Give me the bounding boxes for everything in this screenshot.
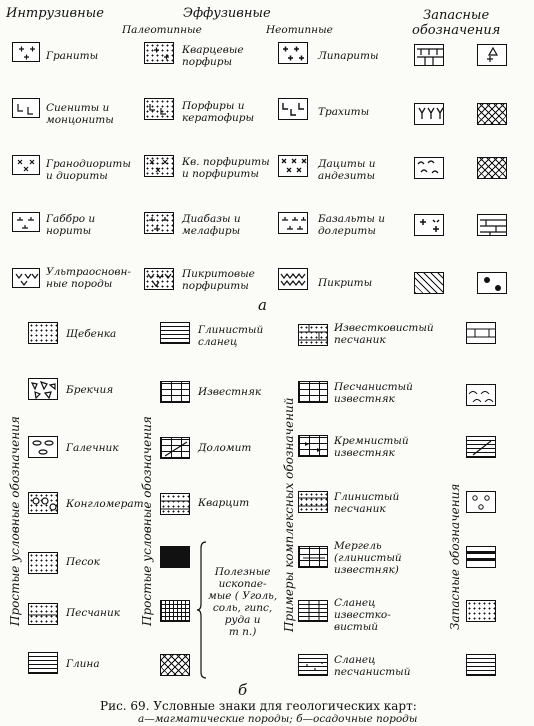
rubble-symbol	[28, 322, 58, 344]
reserve-symbol	[414, 157, 444, 179]
minerals-label: Полезные ископае- мые ( Уголь, соль, гипс, руда и т п.)	[208, 566, 278, 638]
complex-label-2: Песчанистый известняк	[334, 381, 413, 405]
reserve-b-symbol	[466, 654, 496, 676]
header-reserve: Запасные обозначения	[412, 8, 501, 38]
vertical-title-simple-2: Простые условные обозначения	[140, 416, 154, 626]
simple1-label-4: Конгломерат	[66, 498, 144, 510]
reserve-b-symbol	[466, 491, 496, 513]
basalt-symbol	[278, 212, 308, 234]
ore-symbol	[160, 654, 190, 676]
siliceous-limestone-symbol	[298, 435, 328, 457]
marl-symbol	[298, 546, 328, 568]
header-effusive: Эффузивные	[183, 6, 271, 21]
clayey-sandstone-symbol	[298, 491, 328, 513]
simple1-label-6: Песчаник	[66, 607, 120, 619]
figure-caption-legend: а—магматические породы; б—осадочные породы	[138, 713, 418, 725]
section-letter-b: б	[238, 681, 248, 699]
simple2-label-3: Доломит	[198, 442, 252, 454]
paleotype-label-3: Кв. порфириты и порфириты	[182, 156, 270, 180]
reserve-symbol	[477, 157, 507, 179]
complex-label-7: Сланец песчанистый	[334, 654, 411, 678]
paleotype-label-2: Порфиры и кератофиры	[182, 100, 254, 124]
intrusive-label-2: Сиениты и монцониты	[46, 102, 114, 126]
simple1-label-2: Брекчия	[66, 384, 114, 396]
neotype-label-1: Липариты	[318, 50, 379, 62]
reserve-b-symbol	[466, 546, 496, 568]
quartzite-symbol	[160, 493, 190, 515]
clay-shale-symbol	[160, 322, 190, 344]
header-neotype: Неотипные	[266, 24, 333, 36]
complex-label-5: Мергель (глинистый известняк)	[334, 540, 402, 576]
reserve-symbol	[477, 44, 507, 66]
limy-sandstone-symbol	[298, 324, 328, 346]
limy-shale-symbol	[298, 600, 328, 622]
reserve-symbol	[477, 272, 507, 294]
minerals-brace	[196, 540, 208, 680]
complex-label-3: Кремнистый известняк	[334, 435, 409, 459]
simple1-label-5: Песок	[66, 556, 100, 568]
sandy-limestone-symbol	[298, 381, 328, 403]
trachyte-symbol	[278, 98, 308, 120]
paleotype-label-1: Кварцевые порфиры	[182, 44, 244, 68]
sandy-shale-symbol	[298, 654, 328, 676]
reserve-symbol	[414, 272, 444, 294]
limestone-symbol	[160, 381, 190, 403]
intrusive-label-5: Ультраосновн- ные породы	[46, 266, 131, 290]
intrusive-label-4: Габбро и нориты	[46, 213, 96, 237]
simple1-label-3: Галечник	[66, 442, 119, 454]
reserve-symbol	[414, 214, 444, 236]
reserve-symbol	[414, 44, 444, 66]
neotype-label-3: Дациты и андезиты	[318, 158, 376, 182]
vertical-title-reserve: Запасные обозначения	[448, 483, 462, 630]
dacite-symbol	[278, 155, 308, 177]
reserve-b-symbol	[466, 322, 496, 344]
granite-symbol	[12, 42, 40, 62]
intrusive-label-1: Граниты	[46, 50, 99, 62]
simple1-label-7: Глина	[66, 658, 100, 670]
breccia-symbol	[28, 378, 58, 400]
salt-symbol	[160, 600, 190, 622]
simple1-label-1: Щебенка	[66, 328, 117, 340]
reserve-symbol	[414, 103, 444, 125]
gravel-symbol	[28, 436, 58, 458]
vertical-title-simple-1: Простые условные обозначения	[8, 416, 22, 626]
neotype-label-4: Базальты и долериты	[318, 213, 385, 237]
syenite-symbol	[12, 98, 40, 118]
reserve-symbol	[477, 103, 507, 125]
granodiorite-symbol	[12, 155, 40, 175]
quartz-porphyry-symbol	[144, 42, 174, 64]
dolomite-symbol	[160, 437, 190, 459]
conglomerate-symbol	[28, 492, 58, 514]
porphyrite-symbol	[144, 155, 174, 177]
neotype-label-5: Пикриты	[318, 277, 373, 289]
simple2-label-4: Кварцит	[198, 497, 250, 509]
figure-caption-title: Рис. 69. Условные знаки для геологических карт:	[100, 699, 417, 713]
header-paleotype: Палеотипные	[122, 24, 202, 36]
reserve-b-symbol	[466, 436, 496, 458]
sand-symbol	[28, 552, 58, 574]
intrusive-label-3: Гранодиориты и диориты	[46, 158, 131, 182]
header-intrusive: Интрузивные	[6, 6, 104, 21]
complex-label-6: Сланец известко- вистый	[334, 597, 391, 633]
simple2-label-2: Известняк	[198, 386, 262, 398]
picrite-porphyry-symbol	[144, 268, 174, 290]
gabbro-symbol	[12, 212, 40, 232]
paleotype-label-4: Диабазы и мелафиры	[182, 213, 241, 237]
section-letter-a: а	[258, 296, 267, 314]
clay-symbol	[28, 652, 58, 674]
sandstone-symbol	[28, 603, 58, 625]
coal-symbol	[160, 546, 190, 568]
simple2-label-1: Глинистый сланец	[198, 324, 264, 348]
ultrabasic-symbol	[12, 268, 40, 288]
porphyry-symbol	[144, 98, 174, 120]
liparite-symbol	[278, 42, 308, 64]
paleotype-label-5: Пикритовые порфириты	[182, 268, 255, 292]
reserve-b-symbol	[466, 600, 496, 622]
vertical-title-complex: Примеры комплексных обозначений	[282, 397, 296, 632]
neotype-label-2: Трахиты	[318, 106, 370, 118]
complex-label-4: Глинистый песчаник	[334, 491, 400, 515]
reserve-b-symbol	[466, 384, 496, 406]
complex-label-1: Известковистый песчаник	[334, 322, 434, 346]
reserve-symbol	[477, 214, 507, 236]
picrite-symbol	[278, 268, 308, 290]
diabase-symbol	[144, 212, 174, 234]
